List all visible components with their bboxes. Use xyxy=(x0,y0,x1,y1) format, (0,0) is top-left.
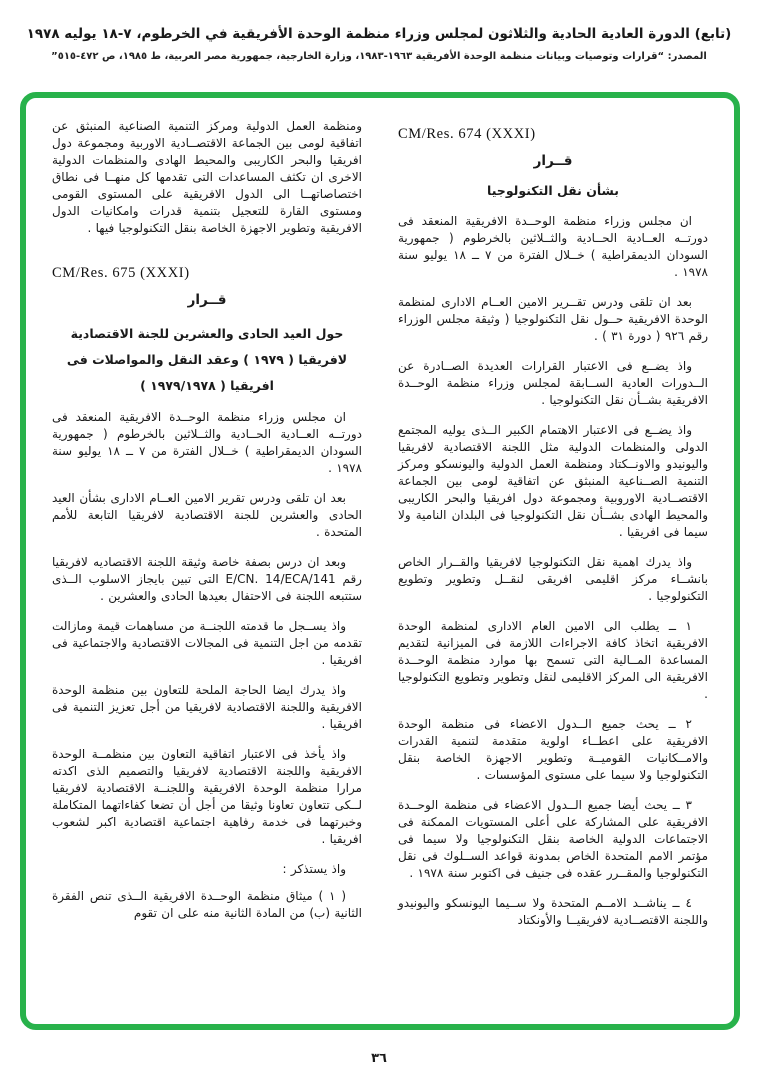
paragraph: واذ يدرك ايضا الحاجة الملحة للتعاون بين منظمة الوحدة الافريقية واللجنة الاقتصادية لافريقيا من أجل تعزيز التنمية فى افريقيا . xyxy=(52,683,362,731)
resolution-674-continuation: ومنظمة العمل الدولية ومركز التنمية الصناعية المنبثق عن اتفاقية لومى بين الجماعة الاقتصــادية الاوربية ومجموعة دول افريقيا والبحر الكاريبى والمحيط الهادى والمنظمات الدولية الاخرى ان تكثف المساعدات التى تقدمها كل منهــا فى نطاق اختصاصاتهــا الى الدول الافريقية على المستوى القومى ومستوى القارة للتعجيل بتنمية قدرات وامكانيات الدول الافريقية وتطوير الاجهزة الخاصة بنقل التكنولوجيا فيها . xyxy=(52,119,362,235)
session-title: (تابع) الدورة العادية الحادية والثلاثون لمجلس وزراء منظمة الوحدة الأفريقية في الخرطوم، ٧-١٨ يوليه ١٩٧٨ xyxy=(26,26,732,42)
paragraph: واذ يضــع فى الاعتبار القرارات العديدة الصــادرة عن الــدورات العادية الســابقة لمجلس وزراء منظمة الوحــدة الافريقية بشــأن نقل التكنولوجيا . xyxy=(398,359,708,407)
paragraph: ( ١ ) ميثاق منظمة الوحــدة الافريقية الــذى تنص الفقرة الثانية (ب) من المادة الثانية منه على ان تقوم xyxy=(52,889,362,920)
paragraph: بعد ان تلقى ودرس تقــرير الامين العــام الادارى لمنظمة الوحدة الافريقية حــول نقل التكنولوجيا ( وثيقة مجلس الوزراء رقم ٩٢٦ ( دورة ٣١ ) . xyxy=(398,295,708,343)
paragraph: واذ يأخذ فى الاعتبار اتفاقية التعاون بين منظمــة الوحدة الافريقية واللجنة الاقتصادية لافريقيا والتصميم الذى اكدته مرارا منظمة الوحدة الافريقية واللجنــة الاقتصادية لافريقيا لــكى تتعاون تعاونا وثيقا من أجل أن تضعا كفاءاتهما المتكاملة وخبرتهما فى خدمة رفاهية اجتماعية اقتصادية اكبر لشعوب افريقيا . xyxy=(52,747,362,846)
paragraph: وبعد ان درس بصفة خاصة وثيقة اللجنة الاقتصاديه لافريقيا رقم E/CN. 14/ECA/141 التى تبين بايجاز الاسلوب الــذى ستتبعه اللجنة فى الاحتفال بعيدها الحادى والعشرين . xyxy=(52,555,362,603)
column-left-res-675 xyxy=(52,118,362,1024)
resolution-675-id: CM/Res. 675 (XXXI) xyxy=(52,265,190,281)
green-border-frame xyxy=(20,92,740,1030)
resolution-674-subtitle: بشأن نقل التكنولوجيا xyxy=(487,183,619,198)
paragraph: ٣ ــ يحث أيضا جميع الــدول الاعضاء فى منظمة الوحــدة الافريقية على المشاركة على أعلى المستويات الممكنة فى الاجتماعات الدولية الخاصة بنقل التكنولوجيا ولا سيما فى مؤتمر الامم المتحدة الخاص بمدونة قواعد الســلوك فى نقل التكنولوجيا والمقــرر عقده فى جنيف فى اكتوبر سنة ١٩٧٨ . xyxy=(398,798,708,880)
two-column-layout xyxy=(52,118,708,1024)
paragraph: واذ يضــع فى الاعتبار الاهتمام الكبير الــذى يوليه المجتمع الدولى والمنظمات الدولية مثل اللجنة الاقتصادية لافريقيا واليونيدو والاونــكتاد ومنظمة العمل الدولية واليونسكو ومركز التنمية الصــناعية المنبثق عن اتفاقية لومى بين الجماعة الاقتصــادية الاوروبية ومجموعة دول افريقيا والبحر الكاريبى والمحيط الهادى بشــأن نقل التكنولوجيا فى البلدان النامية ولا سيما فى افريقيا . xyxy=(398,423,708,539)
paragraph: بعد ان تلقى ودرس تقرير الامين العــام الادارى بشأن العيد الحادى والعشرين للجنة الاقتصادية لافريقيا التابعة للأمم المتحدة . xyxy=(52,491,362,539)
page-footer xyxy=(0,1047,758,1066)
resolution-675-subtitle: حول العيد الحادى والعشرين للجنة الاقتصادية لافريقيا ( ١٩٧٩ ) وعقد النقل والمواصلات فى افريقيا ( ١٩٧٩/١٩٧٨ ) xyxy=(66,326,348,393)
paragraph: ان مجلس وزراء منظمة الوحــدة الافريقية المنعقد فى دورتــه العــادية الحــادية والثــلاثين بالخرطوم ( جمهورية السودان الديمقراطية ) خــلال الفترة من ٧ ــ ١٨ يوليو سنة ١٩٧٨ . xyxy=(398,214,708,279)
column-right-res-674 xyxy=(398,118,708,1024)
source-citation: المصدر: “قرارات وتوصيات وبيانات منظمة الوحدة الأفريقية ١٩٦٣-١٩٨٣، وزارة الخارجية، جمهورية مصر العربية، ط ١٩٨٥، ص ٤٧٢-٥١٥” xyxy=(51,51,707,62)
resolution-674-id: CM/Res. 674 (XXXI) xyxy=(398,126,536,142)
page-number: ٣٦ xyxy=(371,1051,387,1066)
paragraph: ٢ ــ يحث جميع الــدول الاعضاء فى منظمة الوحدة الافريقية على اعطــاء اولوية متقدمة لتنمية القدرات والامــكانيات القوميــة وتطوير الاجهزة الخاصة بنقل التكنولوجيا ولا سيما على مستوى المؤسسات . xyxy=(398,717,708,782)
paragraph: واذ يستذكر : xyxy=(282,862,346,876)
resolution-675-title: قــرار xyxy=(187,292,227,308)
paragraph: واذ يســجل ما قدمته اللجنــة من مساهمات قيمة ومازالت تقدمه من اجل التنمية فى المجالات الاقتصادية والاجتماعية فى افريقيا . xyxy=(52,619,362,667)
page-header xyxy=(0,26,758,62)
paragraph: ٤ ــ يناشــد الامــم المتحدة ولا ســيما اليونسكو واليونيدو واللجنة الاقتصــادية لافريقيــا والأونكتاد xyxy=(398,896,708,927)
resolution-674-title: قــرار xyxy=(533,153,573,169)
paragraph: ان مجلس وزراء منظمة الوحــدة الافريقية المنعقد فى دورتــه العــادية الحــادية والثــلاثين بالخرطوم ( جمهورية السودان الديمقراطية ) خــلال الفترة من ٧ ــ ١٨ يوليو سنة ١٩٧٨ . xyxy=(52,410,362,475)
paragraph: واذ يدرك اهمية نقل التكنولوجيا لافريقيا والقــرار الخاص بانشــاء مركز اقليمى افريقى لنقــل وتطوير وتطويع التكنولوجيا . xyxy=(398,555,708,603)
paragraph: ١ ــ يطلب الى الامين العام الادارى لمنظمة الوحدة الافريقية اتخاذ كافة الاجراءات اللازمة فى الميزانية لتقديم المساعدة المــالية التى تسمح بها موارد منظمة الوحــدة الافريقية الى المركز الاقليمى لنقل وتطوير وتطويع التكنولوجيا . xyxy=(398,619,708,701)
